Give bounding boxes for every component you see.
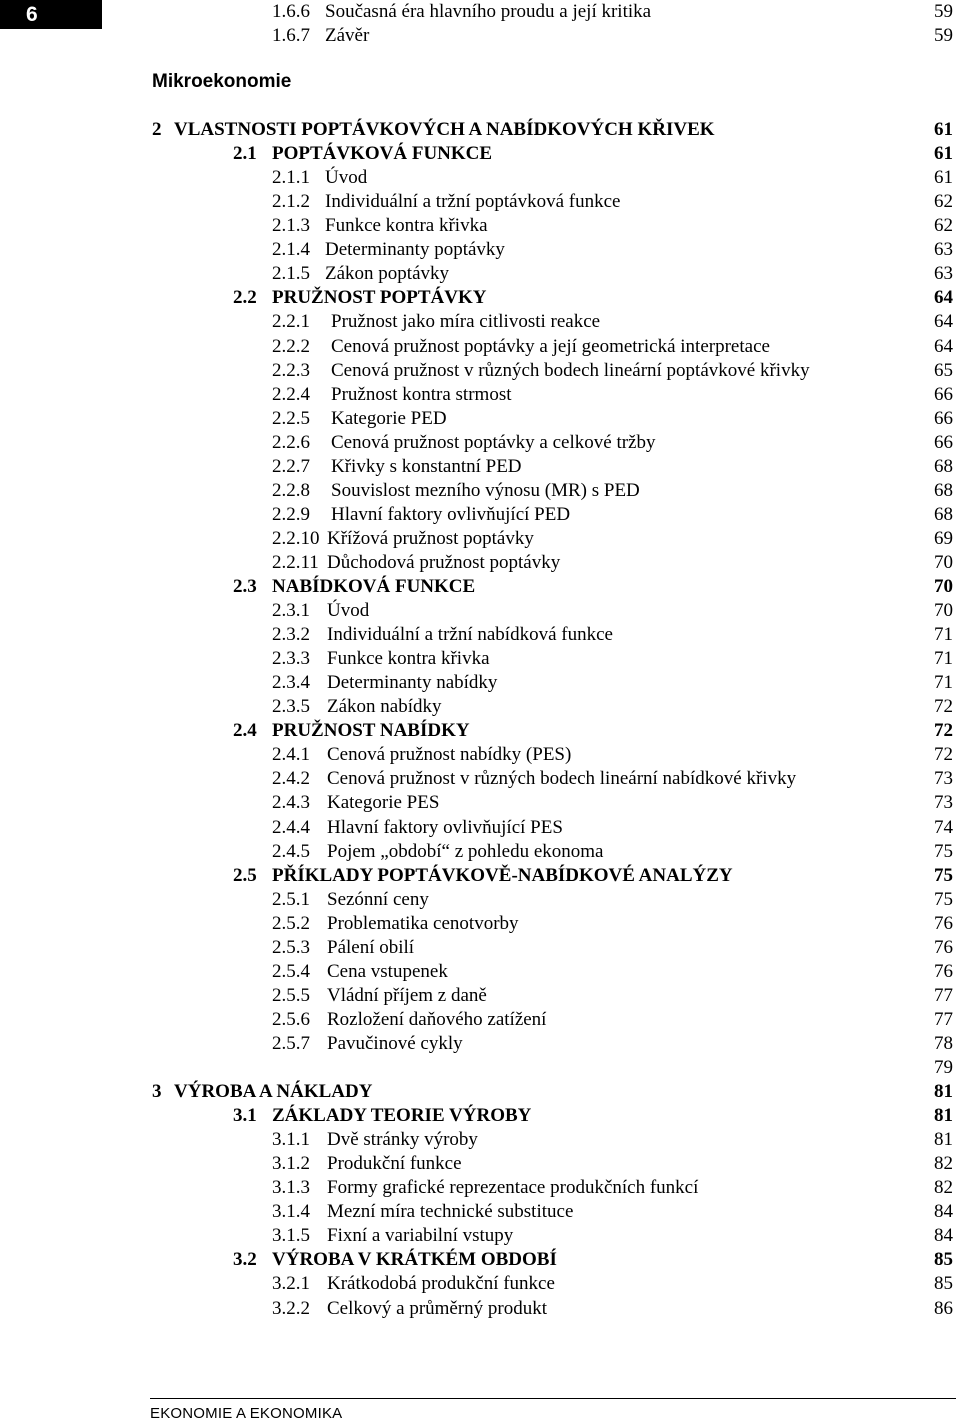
toc-entry-page: 59: [934, 1, 953, 22]
toc-entry-number: 2.3.3: [272, 648, 310, 670]
toc-entry-title: Cenová pružnost poptávky a celkové tržby: [331, 431, 656, 453]
toc-entry[interactable]: [0, 479, 960, 503]
toc-entry-title: Produkční funkce: [327, 1153, 462, 1175]
toc-entry-number: 2.2.7: [272, 455, 310, 477]
toc-entry-title: POPTÁVKOVÁ FUNKCE: [272, 143, 493, 165]
toc-entry-page: 71: [934, 624, 953, 645]
toc-entry-page: 64: [934, 335, 953, 357]
toc-entry-page: 82: [934, 1153, 953, 1175]
footer-rule: [150, 1398, 956, 1399]
toc-entry[interactable]: [0, 286, 960, 310]
toc-entry-number: 2.5.7: [272, 1032, 310, 1054]
toc-entry-number: 2.2.9: [272, 503, 310, 525]
toc-entry-page: 59: [934, 25, 953, 46]
toc-entry-page: 61: [934, 167, 953, 189]
toc-entry-number: 3.1.5: [272, 1225, 310, 1247]
toc-entry-title: Sezónní ceny: [327, 888, 429, 910]
toc-entry-title: Důchodová pružnost poptávky: [327, 551, 561, 573]
toc-entry[interactable]: [0, 1176, 960, 1200]
toc-entry-page: 84: [934, 1201, 953, 1223]
toc-entry-page: 76: [934, 960, 953, 982]
toc-entry[interactable]: [0, 791, 960, 815]
toc-entry[interactable]: [0, 1008, 960, 1032]
toc-entry[interactable]: [0, 383, 960, 407]
toc-entry-number: 3.1.3: [272, 1177, 310, 1199]
toc-entry-page: 85: [934, 1273, 953, 1295]
toc-entry-title: Rozložení daňového zatížení: [327, 1008, 547, 1030]
toc-entry-title: Problematika cenotvorby: [327, 912, 519, 934]
toc-entry-number: 2.5.3: [272, 936, 310, 958]
toc-entry-number: 2.4.3: [272, 792, 310, 814]
toc-entry-page: 72: [934, 720, 953, 742]
toc-entry-number: 2.5.4: [272, 960, 310, 982]
toc-entry-page: 73: [934, 792, 953, 814]
toc-entry[interactable]: [0, 599, 960, 623]
toc-entry[interactable]: [0, 671, 960, 695]
toc-entry-page: 64: [934, 287, 953, 309]
toc-entry-title: Fixní a variabilní vstupy: [327, 1225, 514, 1247]
toc-entry-title: Vládní příjem z daně: [327, 984, 487, 1006]
toc-entry-number: 2.1.1: [272, 167, 310, 189]
toc-entry-number: 2.4: [233, 720, 257, 742]
toc-entry-title: PŘÍKLADY POPTÁVKOVĚ-NABÍDKOVÉ ANALÝZY: [272, 864, 733, 886]
toc-entry-number: 2.2.3: [272, 359, 310, 381]
toc-entry[interactable]: [0, 1056, 960, 1080]
toc-entry-title: Determinanty nabídky: [327, 672, 498, 694]
toc-entry-page: 62: [934, 215, 953, 237]
footer-text: EKONOMIE A EKONOMIKA: [150, 1405, 343, 1422]
toc-entry-page: 63: [934, 263, 953, 285]
toc-entry-title: Pružnost jako míra citlivosti reakce: [331, 311, 601, 333]
toc-entry-number: 3.1.1: [272, 1129, 310, 1151]
toc-entry[interactable]: [0, 1104, 960, 1128]
toc-entry[interactable]: [0, 695, 960, 719]
toc-entry-title: Cenová pružnost v různých bodech lineární poptávkové křivky: [331, 359, 810, 381]
toc-entry[interactable]: [0, 142, 960, 166]
toc-entry-page: 81: [934, 1105, 953, 1127]
toc-entry[interactable]: [0, 840, 960, 864]
toc-entry-page: 84: [934, 1225, 953, 1247]
toc-entry-number: 2.2.10: [272, 527, 320, 549]
toc-entry[interactable]: [0, 118, 960, 142]
toc-entry-title: Úvod: [325, 167, 368, 189]
toc-entry-title: Cenová pružnost poptávky a její geometrická interpretace: [331, 335, 770, 357]
toc-entry[interactable]: [0, 936, 960, 960]
toc-entry-number: 2.2.2: [272, 335, 310, 357]
toc-entry-title: Pálení obilí: [327, 936, 415, 958]
toc-entry-number: 2.3.4: [272, 672, 310, 694]
toc-entry-title: Cenová pružnost nabídky (PES): [327, 744, 572, 766]
toc-entry-number: 2.2.8: [272, 479, 310, 501]
toc-entry-number: 2.5.1: [272, 888, 310, 910]
toc-entry[interactable]: [0, 24, 960, 48]
toc-entry-title: Úvod: [327, 600, 370, 621]
toc-entry-page: 66: [934, 383, 953, 405]
toc-entry-number: 2.2.1: [272, 311, 310, 333]
toc-entry[interactable]: [0, 1248, 960, 1272]
toc-entry-title: Celkový a průměrný produkt: [327, 1297, 548, 1319]
toc-entry-number: 2.3: [233, 576, 257, 597]
toc-entry-title: Kategorie PES: [327, 792, 440, 814]
toc-entry-number: 2.1.5: [272, 263, 310, 285]
toc-entry-title: Determinanty poptávky: [325, 239, 505, 261]
toc-entry-page: 68: [934, 479, 953, 501]
toc-entry-page: 70: [934, 600, 953, 621]
toc-entry-page: 70: [934, 576, 953, 597]
toc-entry[interactable]: [0, 527, 960, 551]
toc-entry[interactable]: [0, 359, 960, 383]
toc-entry-number: 2.5.6: [272, 1008, 310, 1030]
toc-entry[interactable]: [0, 1297, 960, 1321]
toc-entry-number: 2: [152, 119, 162, 140]
toc-entry[interactable]: [0, 190, 960, 214]
toc-entry-page: 71: [934, 672, 953, 694]
toc-entry[interactable]: [0, 0, 960, 24]
toc-entry-number: 2.1.4: [272, 239, 310, 261]
toc-entry[interactable]: [0, 912, 960, 936]
toc-entry-page: 66: [934, 431, 953, 453]
toc-entry-title: PRUŽNOST NABÍDKY: [272, 720, 470, 742]
toc-entry-page: 79: [934, 1057, 953, 1078]
toc-entry-title: Souvislost mezního výnosu (MR) s PED: [331, 479, 640, 501]
toc-entry-page: 65: [934, 359, 953, 381]
toc-entry-title: VÝROBA A NÁKLADY: [174, 1081, 373, 1102]
toc-entry-page: 73: [934, 768, 953, 790]
toc-entry-page: 71: [934, 648, 953, 670]
toc-entry[interactable]: [0, 743, 960, 767]
toc-entry-page: 77: [934, 1008, 953, 1030]
toc-entry[interactable]: [0, 551, 960, 575]
toc-entry-title: Zákon poptávky: [325, 263, 450, 285]
toc-entry-page: 75: [934, 888, 953, 910]
toc-entry-page: 66: [934, 407, 953, 429]
toc-entry[interactable]: [0, 623, 960, 647]
toc-entry-title: Závěr: [325, 25, 370, 46]
toc-entry-page: 85: [934, 1249, 953, 1271]
toc-entry-page: 78: [934, 1032, 953, 1054]
toc-entry[interactable]: [0, 1224, 960, 1248]
toc-entry[interactable]: [0, 503, 960, 527]
toc-entry[interactable]: [0, 984, 960, 1008]
toc-entry-title: Funkce kontra křivka: [325, 215, 488, 237]
toc-entry-title: Kategorie PED: [331, 407, 447, 429]
toc-entry-title: VÝROBA V KRÁTKÉM OBDOBÍ: [272, 1249, 557, 1271]
toc-entry-number: 2.2: [233, 287, 257, 309]
toc-entry-number: 1.6.7: [272, 25, 310, 46]
toc-entry-title: Hlavní faktory ovlivňující PES: [327, 816, 563, 838]
toc-entry-number: 2.2.5: [272, 407, 310, 429]
toc-entry[interactable]: [0, 1152, 960, 1176]
toc-entry[interactable]: [0, 262, 960, 286]
toc-entry[interactable]: [0, 1128, 960, 1152]
toc-entry[interactable]: [0, 166, 960, 190]
toc-entry-title: Pružnost kontra strmost: [331, 383, 512, 405]
toc-entry-number: 2.3.2: [272, 624, 310, 645]
toc-entry-page: 75: [934, 840, 953, 862]
toc-entry-title: Individuální a tržní nabídková funkce: [327, 624, 613, 645]
toc-entry-number: 3: [152, 1081, 162, 1102]
toc-entry-page: 72: [934, 744, 953, 766]
toc-entry-number: 1.6.6: [272, 1, 310, 22]
toc-entry-number: 3.1.2: [272, 1153, 310, 1175]
toc-entry-title: Cenová pružnost v různých bodech lineární nabídkové křivky: [327, 768, 797, 790]
toc-entry[interactable]: [0, 647, 960, 671]
toc-entry-title: VLASTNOSTI POPTÁVKOVÝCH A NABÍDKOVÝCH KŘIVEK: [174, 119, 715, 140]
toc-entry-title: Současná éra hlavního proudu a její kritika: [325, 1, 652, 22]
toc-entry-number: 2.5: [233, 864, 257, 886]
toc-entry-page: 61: [934, 143, 953, 165]
toc-entry-page: 63: [934, 239, 953, 261]
toc-entry-title: NABÍDKOVÁ FUNKCE: [272, 576, 476, 597]
toc-entry-page: 76: [934, 912, 953, 934]
toc-entry[interactable]: [0, 214, 960, 238]
toc-entry-page: 81: [934, 1081, 953, 1102]
toc-entry[interactable]: [0, 407, 960, 431]
toc-entry-number: 2.5.5: [272, 984, 310, 1006]
toc-entry[interactable]: [0, 816, 960, 840]
toc-entry[interactable]: [0, 455, 960, 479]
toc-entry-page: 72: [934, 696, 953, 718]
toc-entry-page: 76: [934, 936, 953, 958]
toc-entry-title: Funkce kontra křivka: [327, 648, 490, 670]
toc-entry-title: ZÁKLADY TEORIE VÝROBY: [272, 1105, 532, 1127]
toc-entry-title: Pojem „období“ z pohledu ekonoma: [327, 840, 604, 862]
toc-entry-page: 82: [934, 1177, 953, 1199]
toc-entry[interactable]: [0, 767, 960, 791]
toc-entry-title: Křivky s konstantní PED: [331, 455, 522, 477]
toc-entry[interactable]: [0, 1200, 960, 1224]
toc-entry-number: 2.4.2: [272, 768, 310, 790]
toc-entry-number: 2.1.2: [272, 191, 310, 213]
toc-entry[interactable]: [0, 1032, 960, 1056]
toc-entry-number: 3.2.2: [272, 1297, 310, 1319]
toc-entry-number: 2.4.4: [272, 816, 310, 838]
toc-entry-number: 2.4.1: [272, 744, 310, 766]
page-number-badge: 6: [0, 0, 102, 29]
toc-entry-page: 70: [934, 551, 953, 573]
toc-entry-page: 68: [934, 503, 953, 525]
toc-entry-page: 61: [934, 119, 953, 140]
toc-entry-number: 2.2.11: [272, 551, 319, 573]
toc-entry-title: Křížová pružnost poptávky: [327, 527, 534, 549]
toc-entry[interactable]: [0, 310, 960, 334]
toc-entry-page: 86: [934, 1297, 953, 1319]
toc-entry-title: Cena vstupenek: [327, 960, 448, 982]
toc-entry[interactable]: [0, 888, 960, 912]
toc-entry-page: 75: [934, 864, 953, 886]
toc-entry-number: 2.2.6: [272, 431, 310, 453]
section-label: Mikroekonomie: [152, 71, 292, 92]
toc-entry-page: 81: [934, 1129, 953, 1151]
toc-entry-page: 77: [934, 984, 953, 1006]
toc-entry-number: 2.1: [233, 143, 257, 165]
toc-entry-title: PRUŽNOST POPTÁVKY: [272, 287, 487, 309]
toc-entry-title: Krátkodobá produkční funkce: [327, 1273, 555, 1295]
toc-entry-title: Individuální a tržní poptávková funkce: [325, 191, 621, 213]
toc-entry[interactable]: [0, 575, 960, 599]
toc-entry-number: 2.5.2: [272, 912, 310, 934]
toc-entry-number: 2.3.5: [272, 696, 310, 718]
toc-entry-title: Formy grafické reprezentace produkčních funkcí: [327, 1177, 699, 1199]
toc-entry-number: 2.1.3: [272, 215, 310, 237]
toc-entry-number: 2.2.4: [272, 383, 310, 405]
toc-entry-number: 3.1.4: [272, 1201, 310, 1223]
toc-entry[interactable]: [0, 431, 960, 455]
toc-entry-page: 69: [934, 527, 953, 549]
toc-entry[interactable]: [0, 238, 960, 262]
toc-entry[interactable]: [0, 864, 960, 888]
toc-entry-number: 2.4.5: [272, 840, 310, 862]
toc-entry-number: 3.1: [233, 1105, 257, 1127]
toc-entry-title: Hlavní faktory ovlivňující PED: [331, 503, 571, 525]
toc-entry-title: Zákon nabídky: [327, 696, 442, 718]
toc-entry-number: 2.3.1: [272, 600, 310, 621]
toc-entry[interactable]: [0, 1080, 960, 1104]
toc-entry-number: 3.2.1: [272, 1273, 310, 1295]
toc-entry-title: Mezní míra technické substituce: [327, 1201, 574, 1223]
toc-entry-title: Dvě stránky výroby: [327, 1129, 478, 1151]
toc-entry[interactable]: [0, 719, 960, 743]
toc-entry[interactable]: [0, 1272, 960, 1296]
toc-entry-page: 64: [934, 311, 953, 333]
toc-entry-page: 62: [934, 191, 953, 213]
toc-entry-number: 3.2: [233, 1249, 257, 1271]
toc-entry[interactable]: [0, 960, 960, 984]
toc-entry-title: Pavučinové cykly: [327, 1032, 463, 1054]
toc-entry[interactable]: [0, 335, 960, 359]
toc-entry-page: 74: [934, 816, 953, 838]
toc-entry-page: 68: [934, 455, 953, 477]
